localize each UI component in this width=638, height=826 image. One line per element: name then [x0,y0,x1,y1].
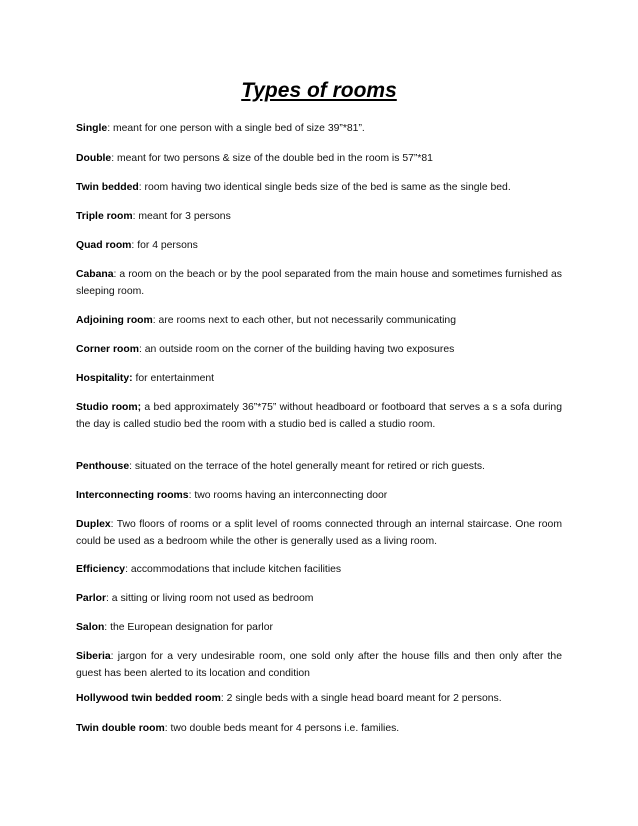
entry-definition: jargon for a very undesirable room, one sold only after the house fills and then only after the guest has been alerted to its location and condition [76,651,562,680]
entry-term: Adjoining room [76,315,153,326]
entry-definition: a sitting or living room not used as bedroom [108,593,314,604]
entry-salon [76,619,562,636]
entry-siberia [76,648,562,683]
entry-twin-double-room [76,720,562,737]
entry-term: Cabana [76,269,114,280]
entry-separator: : [110,651,114,662]
entry-interconnecting-rooms [76,487,562,504]
entry-term: Triple room [76,211,133,222]
entry-adjoining-room [76,312,562,329]
entry-duplex [76,516,562,551]
entry-term: Hollywood twin bedded room [76,693,221,704]
entry-separator: : [106,593,109,604]
entry-definition: a bed approximately 36”*75” without headboard or footboard that serves a s a sofa during the day is called studio bed the room with a studio bed is called a studio room. [76,402,562,431]
entry-term: Single [76,123,108,134]
entry-definition: for entertainment [132,373,215,384]
entry-term: Parlor [76,593,107,604]
entry-definition: two double beds meant for 4 persons i.e. families. [167,723,400,734]
entry-definition: meant for 3 persons [135,211,231,222]
entry-separator: : [164,723,168,734]
entry-term: Hospitality: [76,373,133,384]
page-title: Types of rooms [241,79,397,102]
entry-definition: accommodations that include kitchen facilities [127,564,342,575]
entry-double [76,150,562,167]
entry-triple-room [76,208,562,225]
entry-hospitality [76,370,562,387]
entry-definition: the European designation for parlor [107,622,273,633]
entry-definition: meant for one person with a single bed of size 39”*81”. [110,123,365,134]
entry-studio-room [76,399,562,434]
entry-term: Salon [76,622,105,633]
entry-term: Interconnecting rooms [76,490,189,501]
entry-definition: 2 single beds with a single head board meant for 2 persons. [223,693,502,704]
entry-cabana [76,266,562,301]
entry-separator: : [129,461,133,472]
entry-definition: are rooms next to each other, but not necessarily communicating [155,315,456,326]
entry-term: Twin bedded [76,182,139,193]
entry-separator: : [152,315,156,326]
entry-term: Corner room [76,344,139,355]
entry-separator: : [132,211,136,222]
entry-separator: : [138,182,142,193]
entry-single [76,120,562,137]
entry-penthouse [76,458,562,475]
entry-term: Double [76,153,112,164]
entry-term: Siberia [76,651,111,662]
entry-twin-bedded [76,179,562,196]
entry-separator: : [113,269,117,280]
entry-term: Twin double room [76,723,165,734]
entry-definition: room having two identical single beds size of the bed is same as the single bed. [141,182,511,193]
entry-definition: meant for two persons & size of the double bed in the room is 57”*81 [114,153,433,164]
entry-separator: : [111,153,115,164]
entry-separator: : [188,490,192,501]
entry-term: Studio room; [76,402,142,413]
entry-corner-room [76,341,562,358]
entry-definition: situated on the terrace of the hotel generally meant for retired or rich guests. [132,461,485,472]
entry-quad-room [76,237,562,254]
entry-definition: a room on the beach or by the pool separated from the main house and sometimes furnished as sleeping room. [76,269,562,298]
entry-term: Duplex [76,519,111,530]
entry-separator: : [131,240,135,251]
entry-term: Quad room [76,240,132,251]
entry-separator: : [138,344,142,355]
entry-definition: two rooms having an interconnecting door [191,490,388,501]
entry-separator: : [110,519,114,530]
entry-separator: : [125,564,128,575]
entry-separator: : [107,123,111,134]
entry-hollywood-twin-bedded-room [76,690,562,707]
entry-term: Efficiency [76,564,126,575]
entry-definition: for 4 persons [134,240,198,251]
entry-definition: an outside room on the corner of the building having two exposures [141,344,455,355]
entry-parlor [76,590,562,607]
entry-separator: : [104,622,108,633]
entry-definition: Two floors of rooms or a split level of rooms connected through an internal staircase. One room could be used as a bedroom while the other is generally used as a living room. [76,519,562,548]
entry-efficiency [76,561,562,578]
entry-separator: : [220,693,224,704]
entry-term: Penthouse [76,461,130,472]
